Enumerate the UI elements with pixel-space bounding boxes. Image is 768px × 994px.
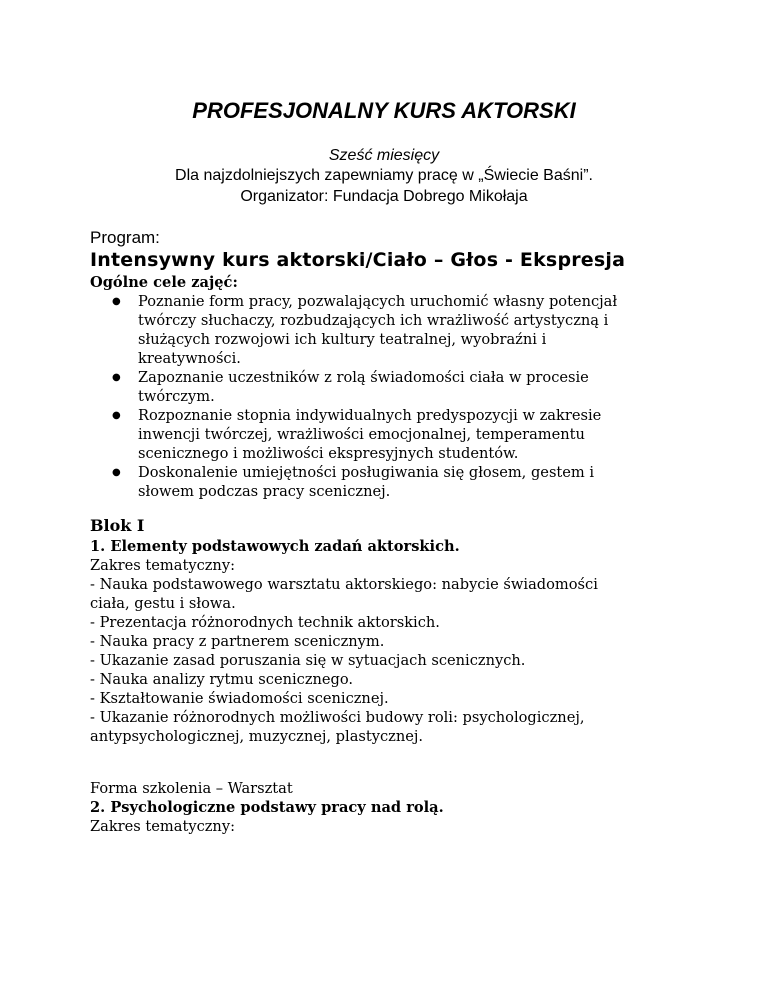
goal-item (90, 368, 690, 406)
goal-line: służących rozwojowi ich kultury teatralnej, wyobraźni i (138, 331, 547, 348)
course-duration: Sześć miesięcy (328, 147, 440, 164)
section-1 (90, 537, 690, 746)
goal-line: Doskonalenie umiejętności posługiwania się głosem, gestem i (138, 464, 595, 481)
bullet-icon: ● (112, 467, 121, 478)
goals-heading: Ogólne cele zajęć: (90, 274, 238, 291)
goal-item (90, 463, 690, 501)
goal-line: Poznanie form pracy, pozwalających uruchomić własny potencjał (138, 293, 618, 310)
goal-line: inwencji twórczej, wrażliwości emocjonalnej, temperamentu (138, 426, 585, 443)
bullet-icon: ● (112, 296, 121, 307)
scope-line: - Nauka podstawowego warsztatu aktorskiego: nabycie świadomości (90, 576, 598, 593)
goals-list (90, 292, 690, 501)
program-label: Program: (90, 228, 160, 247)
section-1-scope-label: Zakres tematyczny: (90, 557, 235, 574)
bullet-icon: ● (112, 410, 121, 421)
section-1-title: 1. Elementy podstawowych zadań aktorskich. (90, 538, 460, 555)
scope-line: - Kształtowanie świadomości scenicznej. (90, 690, 389, 707)
goal-item (90, 406, 690, 463)
scope-line: antypsychologicznej, muzycznej, plastycznej. (90, 728, 424, 745)
goal-line: Zapoznanie uczestników z rolą świadomości ciała w procesie (138, 369, 589, 386)
goal-line: kreatywności. (138, 350, 241, 367)
page-title: PROFESJONALNY KURS AKTORSKI (192, 98, 576, 123)
section-2-scope-label: Zakres tematyczny: (90, 818, 235, 835)
block-heading: Blok I (90, 516, 145, 535)
goal-line: Rozpoznanie stopnia indywidualnych predyspozycji w zakresie (138, 407, 602, 424)
scope-line: - Nauka analizy rytmu scenicznego. (90, 671, 354, 688)
course-organizer: Organizator: Fundacja Dobrego Mikołaja (240, 188, 528, 205)
goal-line: słowem podczas pracy scenicznej. (138, 483, 391, 500)
goal-line: twórczy słuchaczy, rozbudzających ich wrażliwość artystyczną i (138, 312, 609, 329)
section-2 (90, 779, 690, 836)
scope-line: - Prezentacja różnorodnych technik aktorskich. (90, 614, 440, 631)
scope-line: - Ukazanie różnorodnych możliwości budowy roli: psychologicznej, (90, 709, 585, 726)
course-tagline: Dla najzdolniejszych zapewniamy pracę w „Świecie Baśni”. (175, 167, 593, 184)
scope-line: - Nauka pracy z partnerem scenicznym. (90, 633, 385, 650)
section-2-title: 2. Psychologiczne podstawy pracy nad rolą. (90, 799, 444, 816)
scope-line: - Ukazanie zasad poruszania się w sytuacjach scenicznych. (90, 652, 526, 669)
bullet-icon: ● (112, 372, 121, 383)
goal-line: twórczym. (138, 388, 215, 405)
training-form: Forma szkolenia – Warsztat (90, 780, 293, 797)
goal-line: scenicznego i możliwości ekspresyjnych studentów. (138, 445, 519, 462)
course-title: Intensywny kurs aktorski/Ciało – Głos - Ekspresja (90, 249, 626, 271)
goal-item (90, 292, 690, 368)
scope-line: ciała, gestu i słowa. (90, 595, 236, 612)
